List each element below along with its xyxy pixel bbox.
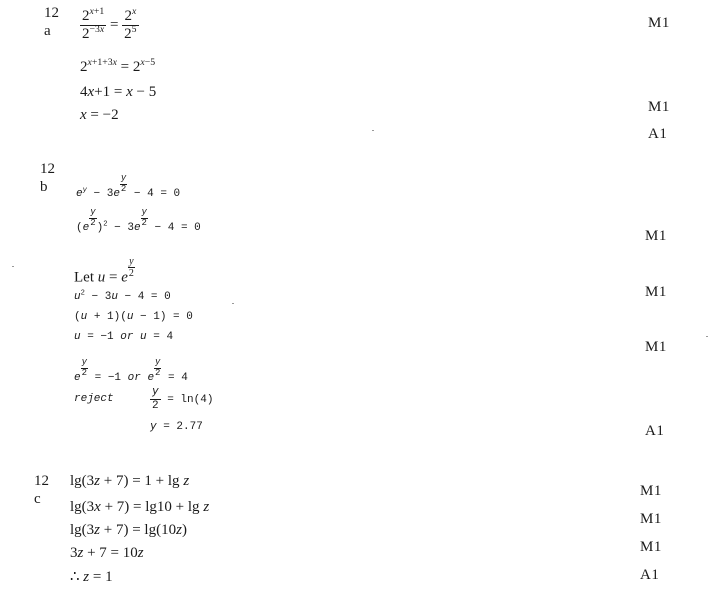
scan-speck [232,303,234,304]
working-line-a2: $2^{x+1+3x} = 2^{x-5}$ [80,57,156,75]
mark-b3: M1 [645,339,667,355]
working-line-b1: $e^y - 3e$ $\frac{y}{2}$ − 4 = 0 [76,173,181,200]
mark-a1: M1 [648,15,670,31]
mark-c2: M1 [640,511,662,527]
subpart-label-b: b [40,179,48,195]
working-line-a1: $\frac{2^{x+1}}{2^{-3x}}$ = $\frac{2^x}{2^5}$ [82,6,137,43]
working-line-c1: lg(3z + 7) = 1 + lg z [70,473,190,489]
question-number-c: 12 [34,473,49,489]
mark-c4: A1 [640,567,660,583]
working-line-c3: lg(3z + 7) = lg(10z) [70,522,187,538]
working-line-b4: $u^2 - 3u - 4 = 0$ [74,289,171,303]
or-word-2: or [127,371,141,384]
working-line-b6: u = −1 or u = 4 [74,331,174,343]
mark-a3: A1 [648,126,668,142]
scan-speck [372,130,374,131]
subpart-label-c: c [34,491,41,507]
working-line-c4: 3z + 7 = 10z [70,545,144,561]
working-line-a3: 4x+1 = x − 5 [80,84,157,100]
working-line-b7: e $\frac{y}{2}$ = −1 or e $\frac{y}{2}$ = 4 [74,357,188,384]
y-value: 2.77 [176,421,203,433]
mark-a2: M1 [648,99,670,115]
or-word-1: or [120,331,134,343]
mark-b1: M1 [645,228,667,244]
working-line-b2: (e $\frac{y}{2}$ )$^2$ − 3e $\frac{y}{2}$ − 4 = 0 [76,207,201,234]
let-word: Let [74,269,94,286]
mark-b4: A1 [645,423,665,439]
reject-label: reject [74,393,114,405]
scan-speck [12,266,14,267]
question-number-a: 12 [44,5,59,21]
mark-b2: M1 [645,284,667,300]
subpart-label-a: a [44,23,51,39]
working-line-c2: lg(3x + 7) = lg10 + lg z [70,499,210,515]
working-line-a4: x = −2 [80,107,119,123]
working-line-c5: ∴ z = 1 [70,569,113,585]
working-line-b9: $\frac{y}{2}$ = ln(4) [152,386,214,412]
ln-value: ln(4) [180,394,214,407]
mark-c1: M1 [640,483,662,499]
question-number-b: 12 [40,161,55,177]
mark-c3: M1 [640,539,662,555]
working-line-b10: y = 2.77 [150,421,203,433]
working-line-b3: Let u = e $\frac{y}{2}$ [74,256,134,286]
working-line-b5: (u + 1)(u − 1) = 0 [74,311,193,323]
scan-speck [706,336,708,337]
